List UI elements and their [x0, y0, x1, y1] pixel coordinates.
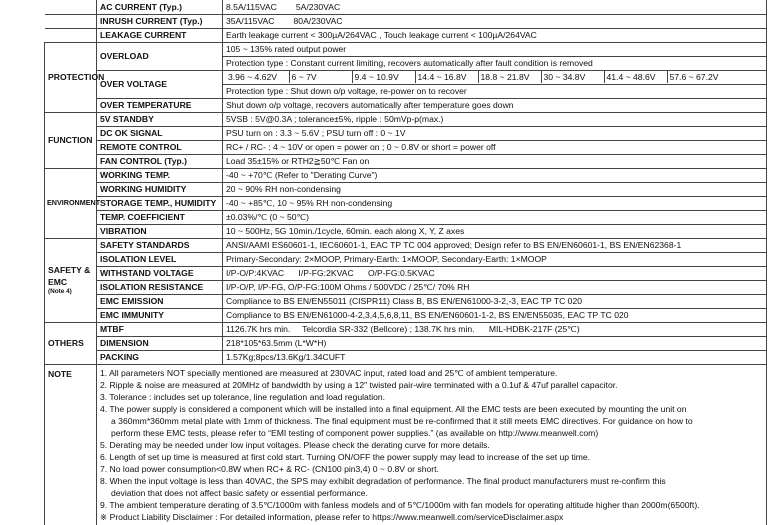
ac-current-value: 8.5A/115VAC 5A/230VAC — [223, 0, 767, 14]
temp-coefficient-value: ±0.03%/℃ (0 ~ 50℃) — [223, 210, 767, 224]
inrush-current-label: INRUSH CURRENT (Typ.) — [97, 14, 223, 28]
inrush-current-value: 35A/115VAC 80A/230VAC — [223, 14, 767, 28]
emc-immunity-label: EMC IMMUNITY — [97, 308, 223, 322]
note-line-1: 1. All parameters NOT specially mentioned are measured at 230VAC input, rated load and 25℃ of ambient temperature. — [100, 367, 558, 378]
ov-range-5: 18.8 ~ 21.8V — [478, 71, 541, 83]
fan-control-value: Load 35±15% or RTH2≧50℃ Fan on — [223, 154, 767, 168]
emc-emission-label: EMC EMISSION — [97, 294, 223, 308]
ov-range-4: 14.4 ~ 16.8V — [415, 71, 478, 83]
note-group-label: NOTE — [45, 364, 97, 525]
note-line-8: 8. When the input voltage is less than 40VAC, the SPS may exhibit degradation of performance. The final product manufacturers must re-confirm this — [100, 475, 666, 486]
working-temp-label: WORKING TEMP. — [97, 168, 223, 182]
vibration-label: VIBRATION — [97, 224, 223, 238]
disclaimer-line: ※ Product Liability Disclaimer : For detailed information, please refer to https://www.meanwell.com/serviceDisclaimer.aspx — [100, 511, 564, 522]
ov-range-1: 3.96 ~ 4.62V — [226, 71, 289, 83]
leakage-current-label: LEAKAGE CURRENT — [97, 28, 223, 42]
mtbf-label: MTBF — [97, 322, 223, 336]
safety-emc-group-label — [45, 238, 97, 322]
isolation-resistance-label: ISOLATION RESISTANCE — [97, 280, 223, 294]
dc-ok-label: DC OK SIGNAL — [97, 126, 223, 140]
ov-range-6: 30 ~ 34.8V — [541, 71, 604, 83]
function-group-label: FUNCTION — [45, 112, 97, 168]
over-voltage-label: OVER VOLTAGE — [97, 70, 223, 98]
environment-group-label: ENVIRONMENT — [45, 168, 97, 238]
withstand-voltage-label: WITHSTAND VOLTAGE — [97, 266, 223, 280]
note-line-4b: a 360mm*360mm metal plate with 1mm of thickness. The final equipment must be re-confirmed that it still meets EMC directives. For guidance on how to — [111, 415, 693, 426]
note-line-4c: perform these EMC tests, please refer to “EMI testing of component power supplies.” (as available on http://www.meanwell.com) — [111, 427, 599, 438]
over-voltage-ranges — [223, 70, 767, 84]
mtbf-value: 1126.7K hrs min. Telcordia SR-332 (Bellcore) ; 138.7K hrs min. MIL-HDBK-217F (25℃) — [223, 322, 767, 336]
note-line-6: 6. Length of set up time is measured at first cold start. Turning ON/OFF the power supply may lead to increase of the set up time. — [100, 451, 591, 462]
isolation-resistance-value: I/P-O/P, I/P-FG, O/P-FG:100M Ohms / 500VDC / 25℃/ 70% RH — [223, 280, 767, 294]
ov-range-7: 41.4 ~ 48.6V — [604, 71, 667, 83]
packing-label: PACKING — [97, 350, 223, 364]
remote-control-label: REMOTE CONTROL — [97, 140, 223, 154]
overload-label: OVERLOAD — [97, 42, 223, 70]
emc-immunity-value: Compliance to BS EN/EN61000-4-2,3,4,5,6,8,11, BS EN/EN60601-1-2, BS EN/EN55035, EAC TP TC 020 — [223, 308, 767, 322]
dimension-label: DIMENSION — [97, 336, 223, 350]
temp-coefficient-label: TEMP. COEFFICIENT — [97, 210, 223, 224]
storage-value: -40 ~ +85℃, 10 ~ 95% RH non-condensing — [223, 196, 767, 210]
protection-group-label: PROTECTION — [45, 42, 97, 112]
safety-standards-label: SAFETY STANDARDS — [97, 238, 223, 252]
spec-table — [44, 0, 767, 525]
fan-control-label: FAN CONTROL (Typ.) — [97, 154, 223, 168]
note-line-8b: deviation that does not affect basic safety or essential performance. — [111, 487, 368, 498]
remote-control-value: RC+ / RC- : 4 ~ 10V or open = power on ; 0 ~ 0.8V or short = power off — [223, 140, 767, 154]
ac-current-row — [45, 0, 767, 14]
over-temperature-value: Shut down o/p voltage, recovers automatically after temperature goes down — [223, 98, 767, 112]
ac-current-label: AC CURRENT (Typ.) — [97, 0, 223, 14]
inrush-current-row — [45, 14, 767, 28]
working-humidity-value: 20 ~ 90% RH non-condensing — [223, 182, 767, 196]
dc-ok-value: PSU turn on : 3.3 ~ 5.6V ; PSU turn off : 0 ~ 1V — [223, 126, 767, 140]
working-temp-value: -40 ~ +70℃ (Refer to "Derating Curve") — [223, 168, 767, 182]
packing-value: 1.57Kg;8pcs/13.6Kg/1.34CUFT — [223, 350, 767, 364]
safety-group-line2: EMC — [48, 277, 68, 287]
safety-group-line1: SAFETY & — [48, 265, 91, 275]
standby-label: 5V STANDBY — [97, 112, 223, 126]
ov-range-2: 6 ~ 7V — [289, 71, 352, 83]
vibration-value: 10 ~ 500Hz, 5G 10min./1cycle, 60min. each along X, Y, Z axes — [223, 224, 767, 238]
note-line-2: 2. Ripple & noise are measured at 20MHz of bandwidth by using a 12" twisted pair-wire terminated with a 0.1uf & 47uf parallel capacitor. — [100, 379, 618, 390]
ov-range-3: 9.4 ~ 10.9V — [352, 71, 415, 83]
isolation-level-value: Primary-Secondary: 2×MOOP, Primary-Earth: 1×MOOP, Secondary-Earth: 1×MOOP — [223, 252, 767, 266]
safety-standards-value: ANSI/AAMI ES60601-1, IEC60601-1, EAC TP TC 004 approved; Design refer to BS EN/EN60601-1, BS EN/EN62368-1 — [223, 238, 767, 252]
over-voltage-protection-type: Protection type : Shut down o/p voltage, re-power on to recover — [223, 84, 767, 98]
note-line-4: 4. The power supply is considered a component which will be installed into a final equipment. All the EMC tests are been executed by mounting the unit on — [100, 403, 687, 414]
emc-emission-value: Compliance to BS EN/EN55011 (CISPR11) Class B, BS EN/EN61000-3-2,-3, EAC TP TC 020 — [223, 294, 767, 308]
overload-protection-type: Protection type : Constant current limiting, recovers automatically after fault condition is removed — [223, 56, 767, 70]
isolation-level-label: ISOLATION LEVEL — [97, 252, 223, 266]
leakage-current-value: Earth leakage current < 300µA/264VAC , Touch leakage current < 100µA/264VAC — [223, 28, 767, 42]
standby-value: 5VSB : 5V@0.3A ; tolerance±5%, ripple : 50mVp-p(max.) — [223, 112, 767, 126]
ov-range-8: 57.6 ~ 67.2V — [669, 72, 719, 82]
withstand-voltage-value: I/P-O/P:4KVAC I/P-FG:2KVAC O/P-FG:0.5KVAC — [223, 266, 767, 280]
note-line-7: 7. No load power consumption<0.8W when RC+ & RC- (CN100 pin3,4) 0 ~ 0.8V or short. — [100, 463, 439, 474]
working-humidity-label: WORKING HUMIDITY — [97, 182, 223, 196]
dimension-value: 218*105*63.5mm (L*W*H) — [223, 336, 767, 350]
storage-label: STORAGE TEMP., HUMIDITY — [97, 196, 223, 210]
notes-block — [97, 364, 767, 525]
note-line-5: 5. Derating may be needed under low input voltages. Please check the derating curve for more details. — [100, 439, 490, 450]
overload-range: 105 ~ 135% rated output power — [223, 42, 767, 56]
others-group-label: OTHERS — [45, 322, 97, 364]
leakage-current-row — [45, 28, 767, 42]
safety-group-note: (Note 4) — [48, 288, 72, 295]
over-temperature-label: OVER TEMPERATURE — [97, 98, 223, 112]
note-line-9: 9. The ambient temperature derating of 3.5℃/1000m with fanless models and of 5℃/1000m with fan models for operating altitude higher than 2000m(6500ft). — [100, 499, 700, 510]
note-line-3: 3. Tolerance : includes set up tolerance, line regulation and load regulation. — [100, 391, 386, 402]
